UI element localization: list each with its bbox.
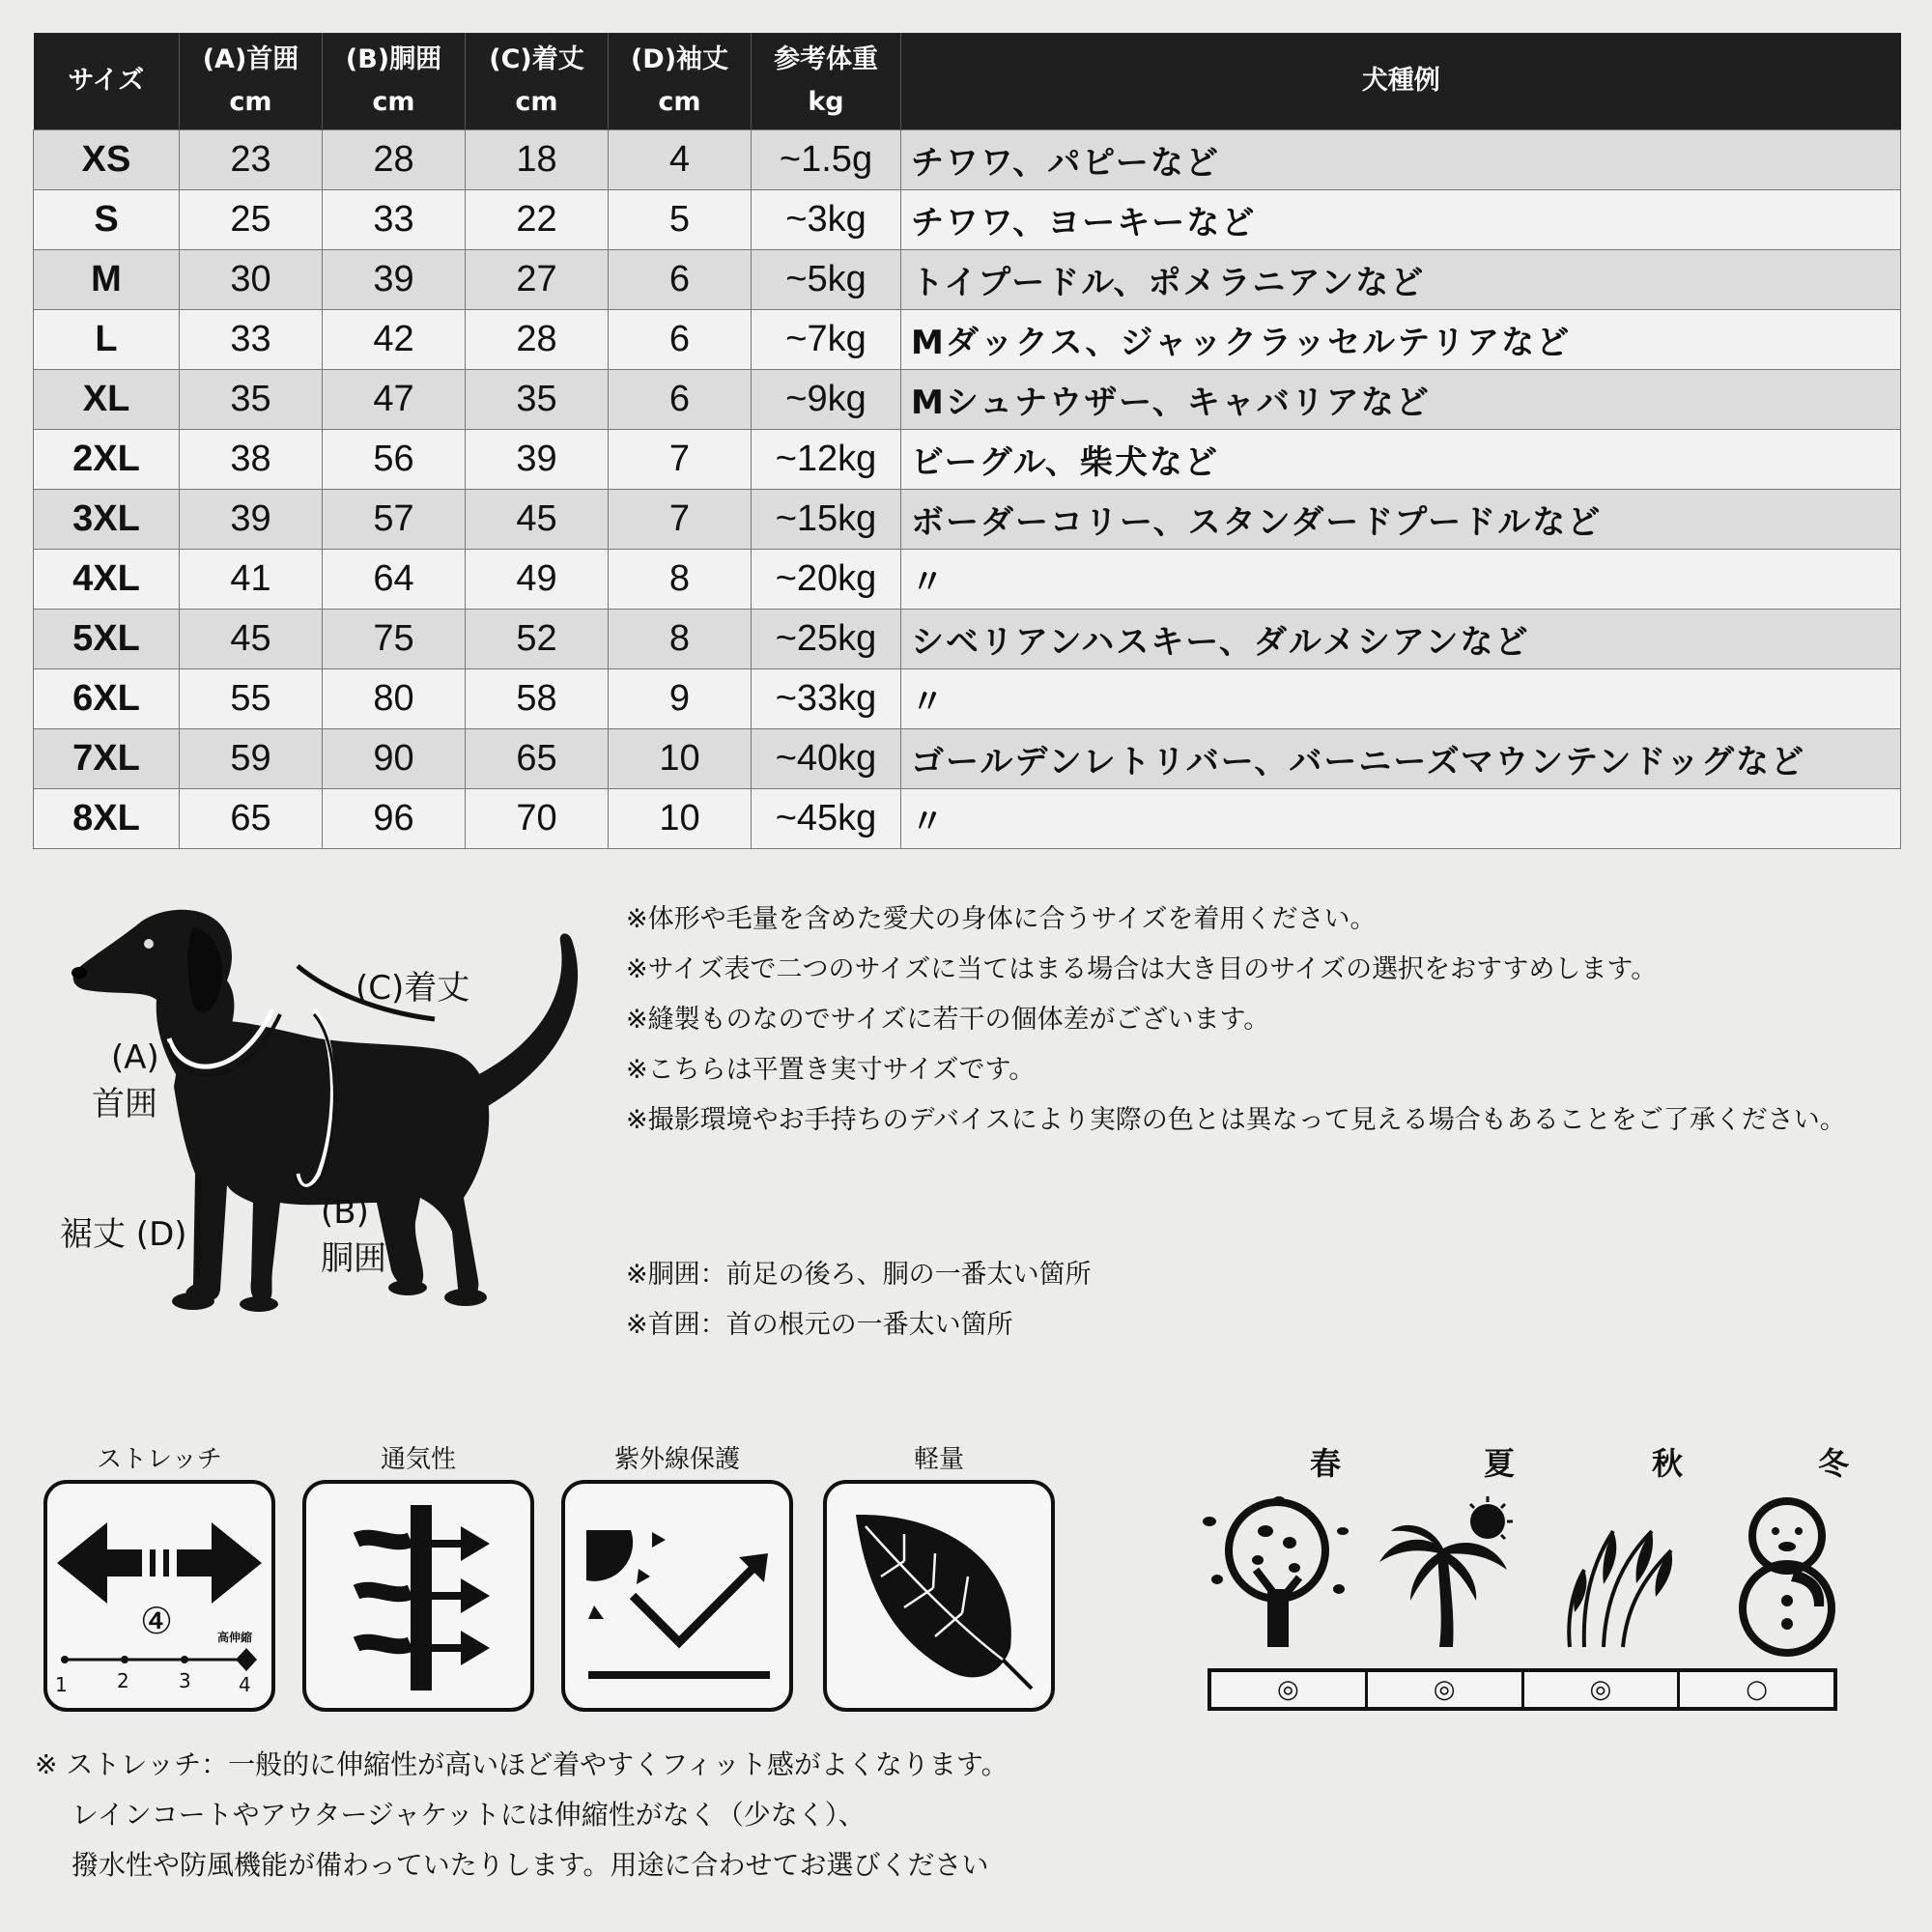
cell-neck-a: 35 (180, 370, 323, 430)
cell-length-c: 70 (466, 789, 609, 849)
cell-size: 5XL (34, 610, 180, 669)
cell-neck-a: 38 (180, 430, 323, 490)
table-row (34, 669, 1901, 729)
seasons-panel (1188, 1439, 1849, 1719)
header-sleeve-d (609, 33, 752, 130)
feature-light-box (823, 1480, 1055, 1712)
leaf-icon (827, 1484, 1051, 1708)
cell-chest-b: 64 (323, 550, 466, 610)
dog-measurement-diagram (48, 884, 589, 1328)
cell-sleeve-d: 4 (609, 130, 752, 190)
header-label: (D)袖丈 (630, 44, 729, 74)
note-item: ※撮影環境やお手持ちのデバイスにより実際の色とは異なって見える場合もあることをご了承ください。 (626, 1105, 1846, 1135)
cell-sleeve-d: 6 (609, 310, 752, 370)
table-row (34, 310, 1901, 370)
cell-length-c: 39 (466, 430, 609, 490)
cell-sleeve-d: 6 (609, 370, 752, 430)
table-row (34, 490, 1901, 550)
cell-neck-a: 65 (180, 789, 323, 849)
cell-size: 7XL (34, 729, 180, 789)
cell-breeds: ゴールデンレトリバー、バーニーズマウンテンドッグなど (901, 729, 1901, 789)
cell-chest-b: 39 (323, 250, 466, 310)
cell-breeds: トイプードル、ポメラニアンなど (901, 250, 1901, 310)
cell-length-c: 27 (466, 250, 609, 310)
cell-weight: ~7kg (752, 310, 901, 370)
cell-size: 2XL (34, 430, 180, 490)
cell-weight: ~9kg (752, 370, 901, 430)
cell-weight: ~40kg (752, 729, 901, 789)
cell-breeds: ボーダーコリー、スタンダードプードルなど (901, 490, 1901, 550)
cell-breeds: シベリアンハスキー、ダルメシアンなど (901, 610, 1901, 669)
uv-reflect-icon (565, 1484, 789, 1708)
note-item: ※体形や毛量を含めた愛犬の身体に合うサイズを着用ください。 (626, 904, 1377, 934)
cell-sleeve-d: 7 (609, 430, 752, 490)
cell-length-c: 45 (466, 490, 609, 550)
feature-stretch (43, 1439, 275, 1712)
cell-breeds: チワワ、ヨーキーなど (901, 190, 1901, 250)
feature-breathable-box (302, 1480, 534, 1712)
measure-note-neck: ※首囲：首の根元の一番太い箇所 (626, 1310, 1013, 1340)
table-row (34, 610, 1901, 669)
palm-sun-icon (1372, 1492, 1526, 1657)
cell-size: 6XL (34, 669, 180, 729)
cell-neck-a: 23 (180, 130, 323, 190)
cell-breeds: Mダックス、ジャックラッセルテリアなど (901, 310, 1901, 370)
pampas-grass-icon (1546, 1492, 1700, 1657)
cell-chest-b: 57 (323, 490, 466, 550)
season-spring-mark: ◎ (1211, 1672, 1368, 1707)
note-item: ※こちらは平置き実寸サイズです。 (626, 1055, 1036, 1085)
cell-size: 8XL (34, 789, 180, 849)
cell-weight: ~45kg (752, 789, 901, 849)
cell-chest-b: 33 (323, 190, 466, 250)
stretch-note-line: ※ ストレッチ：一般的に伸縮性が高いほど着やすくフィット感がよくなります。 (35, 1748, 1009, 1780)
cell-size: S (34, 190, 180, 250)
table-row (34, 190, 1901, 250)
table-row (34, 550, 1901, 610)
cell-weight: ~33kg (752, 669, 901, 729)
header-unit: kg (808, 87, 844, 117)
stretch-note-line: 撥水性や防風機能が備わっていたりします。用途に合わせてお選びください (71, 1849, 989, 1881)
header-chest-b (323, 33, 466, 130)
cell-neck-a: 41 (180, 550, 323, 610)
label-length-c: (C)着丈 (355, 969, 470, 1008)
cell-weight: ~20kg (752, 550, 901, 610)
cell-breeds: ビーグル、柴犬など (901, 430, 1901, 490)
cell-breeds: 〃 (901, 789, 1901, 849)
cell-neck-a: 33 (180, 310, 323, 370)
cell-weight: ~5kg (752, 250, 901, 310)
feature-uv-box (561, 1480, 793, 1712)
cell-weight: ~15kg (752, 490, 901, 550)
stretch-scale-2: 2 (117, 1669, 129, 1692)
season-autumn-mark: ◎ (1524, 1672, 1681, 1707)
measure-note-chest: ※胴囲：前足の後ろ、胴の一番太い箇所 (626, 1260, 1092, 1290)
season-autumn-label: 秋 (1651, 1445, 1683, 1482)
cell-neck-a: 55 (180, 669, 323, 729)
cell-length-c: 49 (466, 550, 609, 610)
cell-neck-a: 39 (180, 490, 323, 550)
note-item: ※サイズ表で二つのサイズに当てはまる場合は大き目のサイズの選択をおすすめします。 (626, 954, 1658, 984)
stretch-scale-3: 3 (179, 1669, 191, 1692)
feature-breathable-label: 通気性 (380, 1445, 456, 1474)
notes-list (626, 898, 1901, 1150)
table-row (34, 430, 1901, 490)
cell-length-c: 58 (466, 669, 609, 729)
cell-neck-a: 25 (180, 190, 323, 250)
stretch-scale-1: 1 (55, 1673, 68, 1696)
header-label: (B)胴囲 (345, 44, 442, 74)
feature-breathable (302, 1439, 534, 1712)
cell-sleeve-d: 9 (609, 669, 752, 729)
cell-weight: ~1.5g (752, 130, 901, 190)
header-label: (C)着丈 (489, 44, 584, 74)
label-neck-a: (A) (111, 1038, 159, 1077)
feature-uv (561, 1439, 793, 1712)
cell-size: M (34, 250, 180, 310)
cell-breeds: 〃 (901, 550, 1901, 610)
cell-length-c: 52 (466, 610, 609, 669)
cell-sleeve-d: 10 (609, 789, 752, 849)
cell-length-c: 22 (466, 190, 609, 250)
season-winter-mark: ○ (1746, 1675, 1768, 1704)
stretch-note (35, 1742, 1009, 1892)
cell-neck-a: 59 (180, 729, 323, 789)
cell-chest-b: 47 (323, 370, 466, 430)
header-label: サイズ (68, 66, 145, 96)
season-winter-label: 冬 (1817, 1445, 1849, 1482)
feature-stretch-box (43, 1480, 275, 1712)
header-unit: cm (515, 87, 558, 117)
table-row (34, 130, 1901, 190)
cell-weight: ~3kg (752, 190, 901, 250)
cell-sleeve-d: 7 (609, 490, 752, 550)
header-length-c (466, 33, 609, 130)
cell-size: XL (34, 370, 180, 430)
header-label: 犬種例 (1361, 66, 1440, 96)
snowman-icon (1718, 1492, 1872, 1657)
label-chest-b-name: 胴囲 (321, 1239, 386, 1278)
measure-notes (626, 1254, 1092, 1354)
table-header-row (34, 33, 1901, 130)
size-table (33, 33, 1901, 849)
cell-breeds: 〃 (901, 669, 1901, 729)
stretch-high-label: 高伸縮 (217, 1631, 253, 1644)
season-summer-label: 夏 (1483, 1445, 1515, 1482)
table-row (34, 729, 1901, 789)
cell-breeds: Mシュナウザー、キャバリアなど (901, 370, 1901, 430)
table-body (34, 130, 1901, 849)
cell-sleeve-d: 10 (609, 729, 752, 789)
cell-neck-a: 30 (180, 250, 323, 310)
season-rating-bar (1208, 1668, 1837, 1711)
cell-chest-b: 42 (323, 310, 466, 370)
cell-breeds: チワワ、パピーなど (901, 130, 1901, 190)
cell-weight: ~25kg (752, 610, 901, 669)
season-spring-label: 春 (1309, 1445, 1341, 1482)
cell-length-c: 35 (466, 370, 609, 430)
season-summer-mark: ◎ (1368, 1672, 1524, 1707)
feature-stretch-label: ストレッチ (97, 1445, 222, 1474)
cell-size: 4XL (34, 550, 180, 610)
cell-length-c: 18 (466, 130, 609, 190)
cell-chest-b: 96 (323, 789, 466, 849)
header-neck-a (180, 33, 323, 130)
header-unit: cm (372, 87, 415, 117)
stretch-level: ④ (140, 1600, 174, 1642)
label-chest-b: (B) (321, 1193, 369, 1232)
cell-chest-b: 56 (323, 430, 466, 490)
cell-chest-b: 80 (323, 669, 466, 729)
header-breeds (901, 33, 1901, 130)
airflow-icon (306, 1484, 530, 1708)
cell-length-c: 65 (466, 729, 609, 789)
cell-weight: ~12kg (752, 430, 901, 490)
note-item: ※縫製ものなのでサイズに若干の個体差がございます。 (626, 1005, 1270, 1035)
cell-chest-b: 90 (323, 729, 466, 789)
header-unit: cm (229, 87, 272, 117)
header-size (34, 33, 180, 130)
stretch-scale-4: 4 (239, 1673, 251, 1696)
cell-chest-b: 75 (323, 610, 466, 669)
header-weight (752, 33, 901, 130)
cell-sleeve-d: 8 (609, 610, 752, 669)
cell-sleeve-d: 6 (609, 250, 752, 310)
label-neck-a-name: 首囲 (92, 1085, 157, 1123)
table-row (34, 250, 1901, 310)
cell-chest-b: 28 (323, 130, 466, 190)
cell-length-c: 28 (466, 310, 609, 370)
header-unit: cm (658, 87, 701, 117)
cell-size: 3XL (34, 490, 180, 550)
cell-sleeve-d: 5 (609, 190, 752, 250)
header-label: 参考体重 (774, 44, 878, 74)
table-row (34, 370, 1901, 430)
feature-light-label: 軽量 (913, 1445, 964, 1474)
stretch-note-line: レインコートやアウタージャケットには伸縮性がなく（少なく）、 (71, 1799, 866, 1831)
cell-sleeve-d: 8 (609, 550, 752, 610)
feature-light (823, 1439, 1055, 1712)
cell-size: L (34, 310, 180, 370)
blossom-tree-icon (1198, 1492, 1352, 1657)
label-hem-d: 裾丈 (D) (60, 1215, 187, 1254)
header-label: (A)首囲 (202, 44, 299, 74)
table-row (34, 789, 1901, 849)
cell-neck-a: 45 (180, 610, 323, 669)
cell-size: XS (34, 130, 180, 190)
feature-uv-label: 紫外線保護 (613, 1445, 740, 1474)
